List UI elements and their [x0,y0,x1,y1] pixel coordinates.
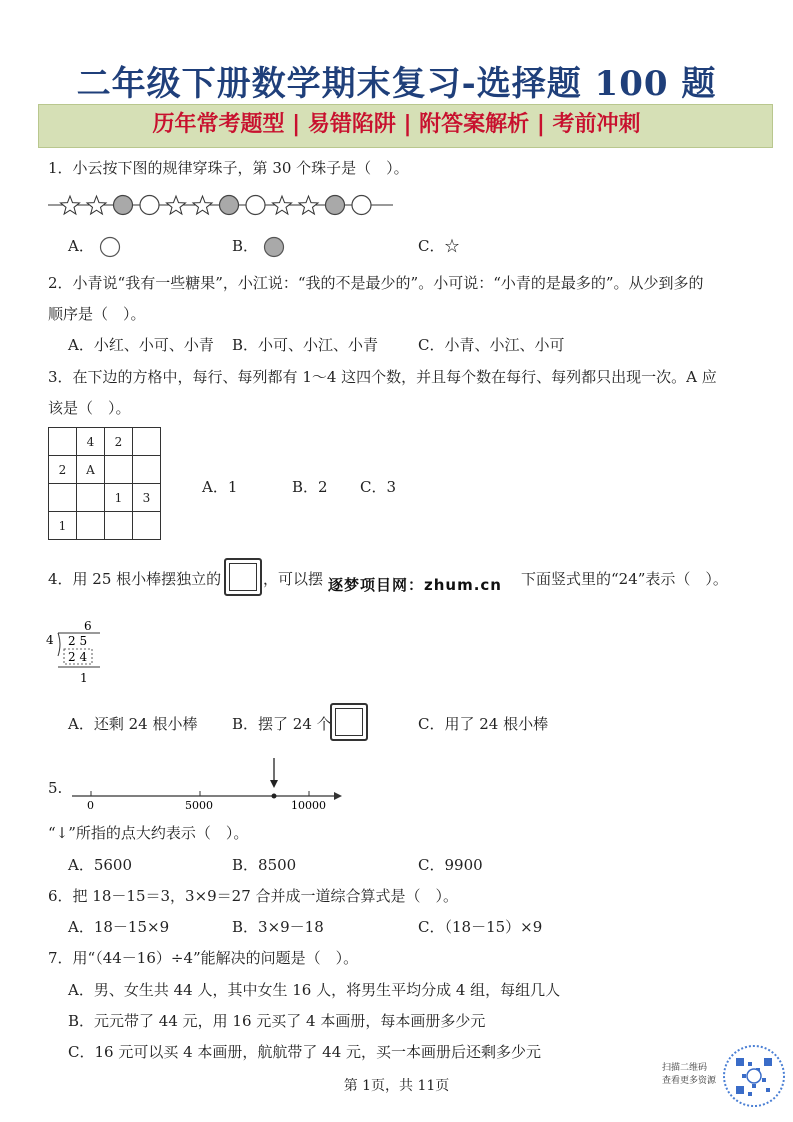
subtitle: 历年常考题型 | 易错陷阱 | 附答案解析 | 考前冲刺 [152,112,641,137]
page-title: 二年级下册数学期末复习-选择题 100 题 [76,64,717,104]
q1-option-b [232,236,285,258]
q5-stem: “↓”所指的点大约表示（ ）。 [48,824,249,842]
q4-option-c: C．用了 24 根小棒 [418,715,549,733]
q4-stem-part1: 4．用 25 根小棒摆独立的 [48,570,222,588]
grid-cell [105,512,133,540]
qr-caption-line1: 扫描二维码 [662,1063,708,1073]
q5-option-b: B．8500 [232,856,297,874]
white-bead-icon [246,196,265,215]
division-product: 2 4 [68,650,88,664]
number-line-point [272,794,277,799]
grid-cell [77,484,105,512]
q4-option-a: A．还剩 24 根小棒 [68,715,198,733]
q4-long-division [44,616,124,688]
grid-cell [49,428,77,456]
q5-option-a: A．5600 [68,856,133,874]
q3-option-b: B．2 [292,478,328,496]
division-dividend: 2 5 [68,634,88,648]
white-circle-icon [99,236,121,258]
q4-stem-part3: 下面竖式里的“24”表示（ ）。 [521,570,728,588]
grid-cell [49,484,77,512]
q2-option-c: C．小青、小江、小可 [418,336,565,354]
gray-bead-icon [326,196,345,215]
q3-stem-line1: 3．在下边的方格中，每行、每列都有 1～4 这四个数，并且每个数在每行、每列都只出现一次。A 应 [48,368,717,386]
q7-stem: 7．用“（44－16）÷4”能解决的问题是（ ）。 [48,949,359,967]
white-bead-icon [352,196,371,215]
star-bead-icon [299,196,318,214]
q6-option-a: A．18－15×9 [68,918,170,936]
division-divisor: 4 [46,633,54,647]
q5-number: 5. [48,779,63,797]
tick-label-5000: 5000 [185,799,213,812]
star-bead-icon [167,196,186,214]
grid-cell [133,428,161,456]
q7-option-c: C．16 元可以买 4 本画册，航航带了 44 元，买一本画册后还剩多少元 [68,1043,542,1061]
q4-stem-part2: ，可以摆 [263,570,324,588]
q5-number-line [66,756,346,812]
q1-option-a [68,236,121,258]
grid-cell: 1 [49,512,77,540]
grid-row [49,484,161,512]
star-bead-icon [193,196,212,214]
q2-stem-line1: 2．小青说“我有一些糖果”，小江说：“我的不是最少的”。小可说：“小青的是最多的”。从少到多的 [48,274,704,292]
page-footer: 第 1页，共 11页 [343,1078,450,1094]
grid-cell [77,512,105,540]
q3-option-a: A．1 [202,478,238,496]
grid-row [49,428,161,456]
q1-option-b-label: B． [232,237,259,255]
q2-option-a: A．小红、小可、小青 [68,336,214,354]
q1-stem: 1．小云按下图的规律穿珠子，第 30 个珠子是（ ）。 [48,159,409,177]
q2-stem-line2: 顺序是（ ）。 [48,305,146,323]
grid-cell: 1 [105,484,133,512]
star-bead-icon [61,196,80,214]
white-bead-icon [140,196,159,215]
division-quotient: 6 [84,619,92,633]
q4-option-b: B．摆了 24 个 [232,715,332,733]
q3-number-grid [48,427,161,540]
q2-option-b: B．小可、小江、小青 [232,336,379,354]
q6-option-b: B．3×9－18 [232,918,324,936]
grid-cell [133,512,161,540]
division-remainder: 1 [80,671,88,685]
q1-option-c: C．☆ [418,237,460,255]
grid-cell [133,456,161,484]
tick-label-0: 0 [87,799,94,812]
q7-option-b: B．元元带了 44 元，用 16 元买了 4 本画册，每本画册多少元 [68,1012,486,1030]
q1-option-a-label: A． [68,237,94,255]
q3-stem-line2: 该是（ ）。 [48,399,131,417]
grid-cell: 3 [133,484,161,512]
grid-cell [105,456,133,484]
grid-row [49,456,161,484]
grid-cell: A [77,456,105,484]
q1-bead-pattern [48,190,398,220]
q5-option-c: C．9900 [418,856,483,874]
gray-bead-icon [220,196,239,215]
square-icon [224,558,262,596]
square-icon [330,703,368,741]
grid-cell: 2 [49,456,77,484]
star-bead-icon [87,196,106,214]
q6-option-c: C．（18－15）×9 [418,918,543,936]
star-bead-icon [273,196,292,214]
q3-option-c: C．3 [360,478,397,496]
watermark-text: 逐梦项目网：zhum.cn [328,576,502,594]
grid-row [49,512,161,540]
grid-cell: 4 [77,428,105,456]
q7-option-a: A．男、女生共 44 人，其中女生 16 人，将男生平均分成 4 组，每组几人 [68,981,561,999]
gray-circle-icon [263,236,285,258]
gray-bead-icon [114,196,133,215]
grid-cell: 2 [105,428,133,456]
qr-caption-line2: 查看更多资源 [662,1076,717,1086]
q6-stem: 6．把 18－15＝3，3×9＝27 合并成一道综合算式是（ ）。 [48,887,459,905]
tick-label-10000: 10000 [291,799,326,812]
